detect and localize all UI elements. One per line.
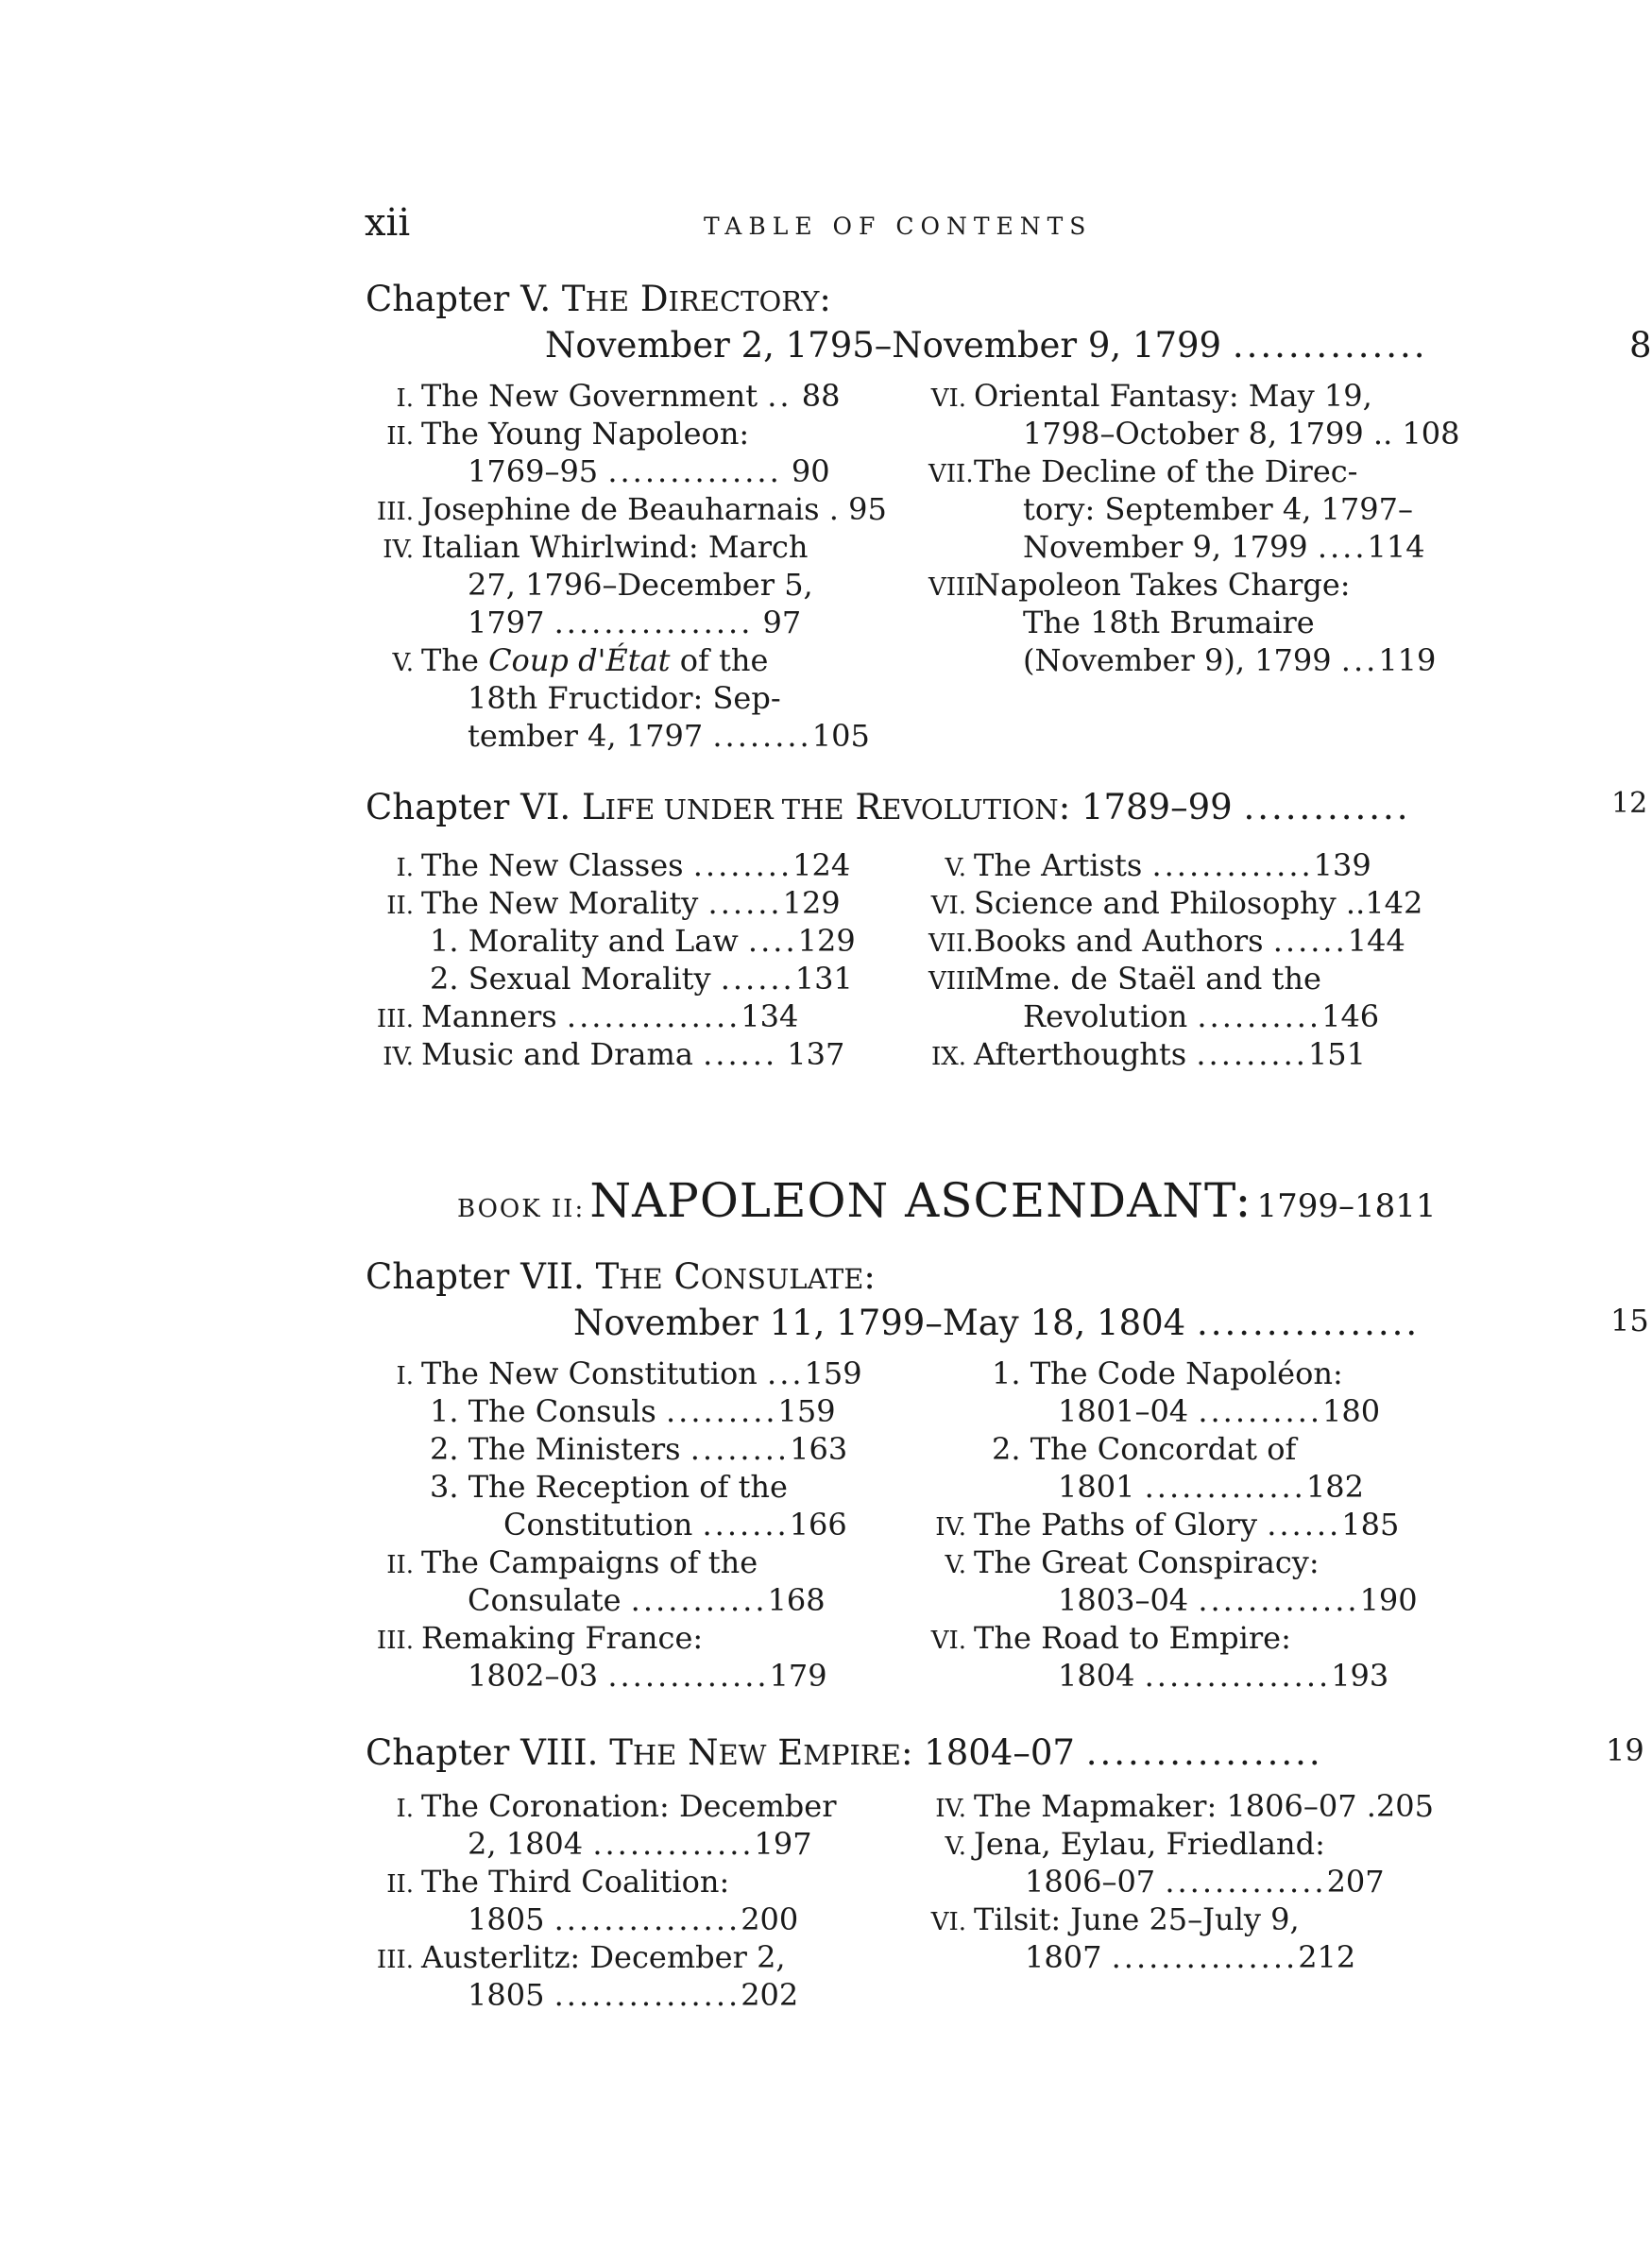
toc-entry-cont: 1806–07 .............207 (1025, 1864, 1385, 1900)
toc-entry[interactable]: I. The New Classes ........124 (396, 847, 851, 883)
toc-entry-cont: 1805 ...............202 (468, 1977, 799, 2013)
toc-entry[interactable]: III. Josephine de Beauharnais . 95 (376, 491, 887, 527)
toc-entry[interactable]: VI. Science and Philosophy ..142 (930, 885, 1423, 921)
chapter-page: 19 (1606, 1732, 1644, 1768)
toc-entry[interactable]: I. The Coronation: December (396, 1788, 837, 1824)
toc-entry[interactable]: III. Remaking France: (376, 1620, 704, 1656)
toc-entry[interactable]: II. The Campaigns of the (386, 1544, 758, 1580)
toc-entry[interactable]: VII.Books and Authors ......144 (928, 923, 1405, 959)
toc-entry[interactable]: V. The Artists .............139 (945, 847, 1371, 883)
toc-entry[interactable]: V. Jena, Eylau, Friedland: (945, 1826, 1325, 1862)
toc-entry[interactable]: VI. The Road to Empire: (930, 1620, 1291, 1656)
toc-entry[interactable]: VIII.Napoleon Takes Charge: (928, 567, 1351, 603)
toc-subentry[interactable]: 2. The Concordat of (992, 1431, 1297, 1467)
toc-entry-cont: The 18th Brumaire (1023, 605, 1315, 640)
chapter-page: 12 (1611, 787, 1648, 820)
running-head: TABLE OF CONTENTS (704, 213, 1093, 240)
chapter-dates: November 11, 1799–May 18, 1804 ................ (573, 1303, 1421, 1343)
toc-entry-cont: 1804 ...............193 (1058, 1658, 1389, 1694)
toc-entry-cont: (November 9), 1799 ...119 (1023, 642, 1437, 678)
toc-entry-cont: tember 4, 1797 ........105 (468, 718, 870, 754)
chapter-dates: November 2, 1795–November 9, 1799 .............. (545, 325, 1428, 366)
toc-entry[interactable]: V. The Great Conspiracy: (945, 1544, 1320, 1580)
toc-entry-cont: 18th Fructidor: Sep- (468, 680, 781, 716)
chapter-heading: Chapter VII. THE CONSULATE: (366, 1256, 876, 1297)
chapter-page: 15 (1610, 1303, 1649, 1338)
toc-entry[interactable]: III. Manners ..............134 (376, 998, 799, 1034)
toc-entry[interactable]: II. The New Morality ......129 (386, 885, 841, 921)
book-heading (457, 1173, 1437, 1228)
book-years: 1799–1811 (1256, 1187, 1437, 1225)
toc-entry[interactable]: II. The Young Napoleon: (386, 416, 750, 452)
toc-entry-cont: Revolution ..........146 (1023, 998, 1380, 1034)
toc-entry[interactable]: I. The New Constitution ...159 (396, 1355, 862, 1391)
toc-entry-cont: 1769–95 .............. 90 (468, 453, 830, 489)
toc-entry-cont: Consulate ...........168 (468, 1582, 826, 1618)
toc-subentry[interactable]: 3. The Reception of the (430, 1469, 788, 1505)
toc-entry-cont: 1805 ...............200 (468, 1901, 799, 1937)
toc-entry[interactable]: IV. Italian Whirlwind: March (383, 529, 809, 565)
toc-subentry[interactable]: 2. The Ministers ........163 (430, 1431, 848, 1467)
toc-entry[interactable]: IV. The Paths of Glory ......185 (935, 1507, 1400, 1543)
toc-entry[interactable]: IX. Afterthoughts .........151 (930, 1036, 1366, 1072)
toc-entry-cont: 27, 1796–December 5, (468, 567, 813, 603)
book-label: BOOK II: (457, 1195, 586, 1223)
chapter-heading: Chapter VIII. THE NEW EMPIRE: 1804–07 ................. (366, 1732, 1323, 1773)
toc-entry-cont: November 9, 1799 ....114 (1023, 529, 1425, 565)
page-number: xii (365, 201, 411, 245)
toc-entry[interactable]: II. The Third Coalition: (386, 1864, 730, 1900)
toc-entry[interactable]: I. The New Government .. 88 (396, 378, 841, 414)
toc-entry-cont: 1801–04 ..........180 (1058, 1393, 1381, 1429)
toc-entry[interactable]: VIII.Mme. de Staël and the (928, 961, 1321, 997)
toc-entry[interactable]: IV. The Mapmaker: 1806–07 .205 (935, 1788, 1434, 1824)
toc-entry[interactable]: VII.The Decline of the Direc- (928, 453, 1358, 489)
toc-subentry[interactable]: 1. The Consuls .........159 (430, 1393, 836, 1429)
toc-entry-cont: 1803–04 .............190 (1058, 1582, 1418, 1618)
toc-subentry[interactable]: 1. The Code Napoléon: (992, 1355, 1343, 1391)
toc-entry-cont: Constitution .......166 (503, 1507, 847, 1543)
toc-entry-cont: 2, 1804 .............197 (468, 1826, 812, 1862)
toc-entry-cont: 1807 ...............212 (1025, 1939, 1356, 1975)
toc-entry[interactable]: IV. Music and Drama ...... 137 (383, 1036, 845, 1072)
toc-entry-cont: 1798–October 8, 1799 .. 108 (1023, 416, 1460, 452)
toc-subentry[interactable]: 1. Morality and Law ....129 (430, 923, 856, 959)
toc-entry[interactable]: VI. Tilsit: June 25–July 9, (930, 1901, 1300, 1937)
toc-entry-cont: 1802–03 .............179 (468, 1658, 827, 1694)
book-title: NAPOLEON ASCENDANT: (589, 1173, 1252, 1228)
toc-entry[interactable]: V. The Coup d'État of the (392, 642, 769, 678)
chapter-page: 8 (1629, 325, 1652, 366)
chapter-heading: Chapter VI. LIFE UNDER THE REVOLUTION: 1789–99 ............ (366, 787, 1411, 827)
chapter-heading: Chapter V. THE DIRECTORY: (366, 279, 831, 319)
toc-subentry[interactable]: 2. Sexual Morality ......131 (430, 961, 853, 997)
toc-entry-cont: 1797 ................ 97 (468, 605, 802, 640)
toc-entry-cont: tory: September 4, 1797– (1023, 491, 1413, 527)
toc-entry[interactable]: VI. Oriental Fantasy: May 19, (930, 378, 1372, 414)
toc-entry[interactable]: III. Austerlitz: December 2, (376, 1939, 786, 1975)
toc-entry-cont: 1801 .............182 (1058, 1469, 1364, 1505)
